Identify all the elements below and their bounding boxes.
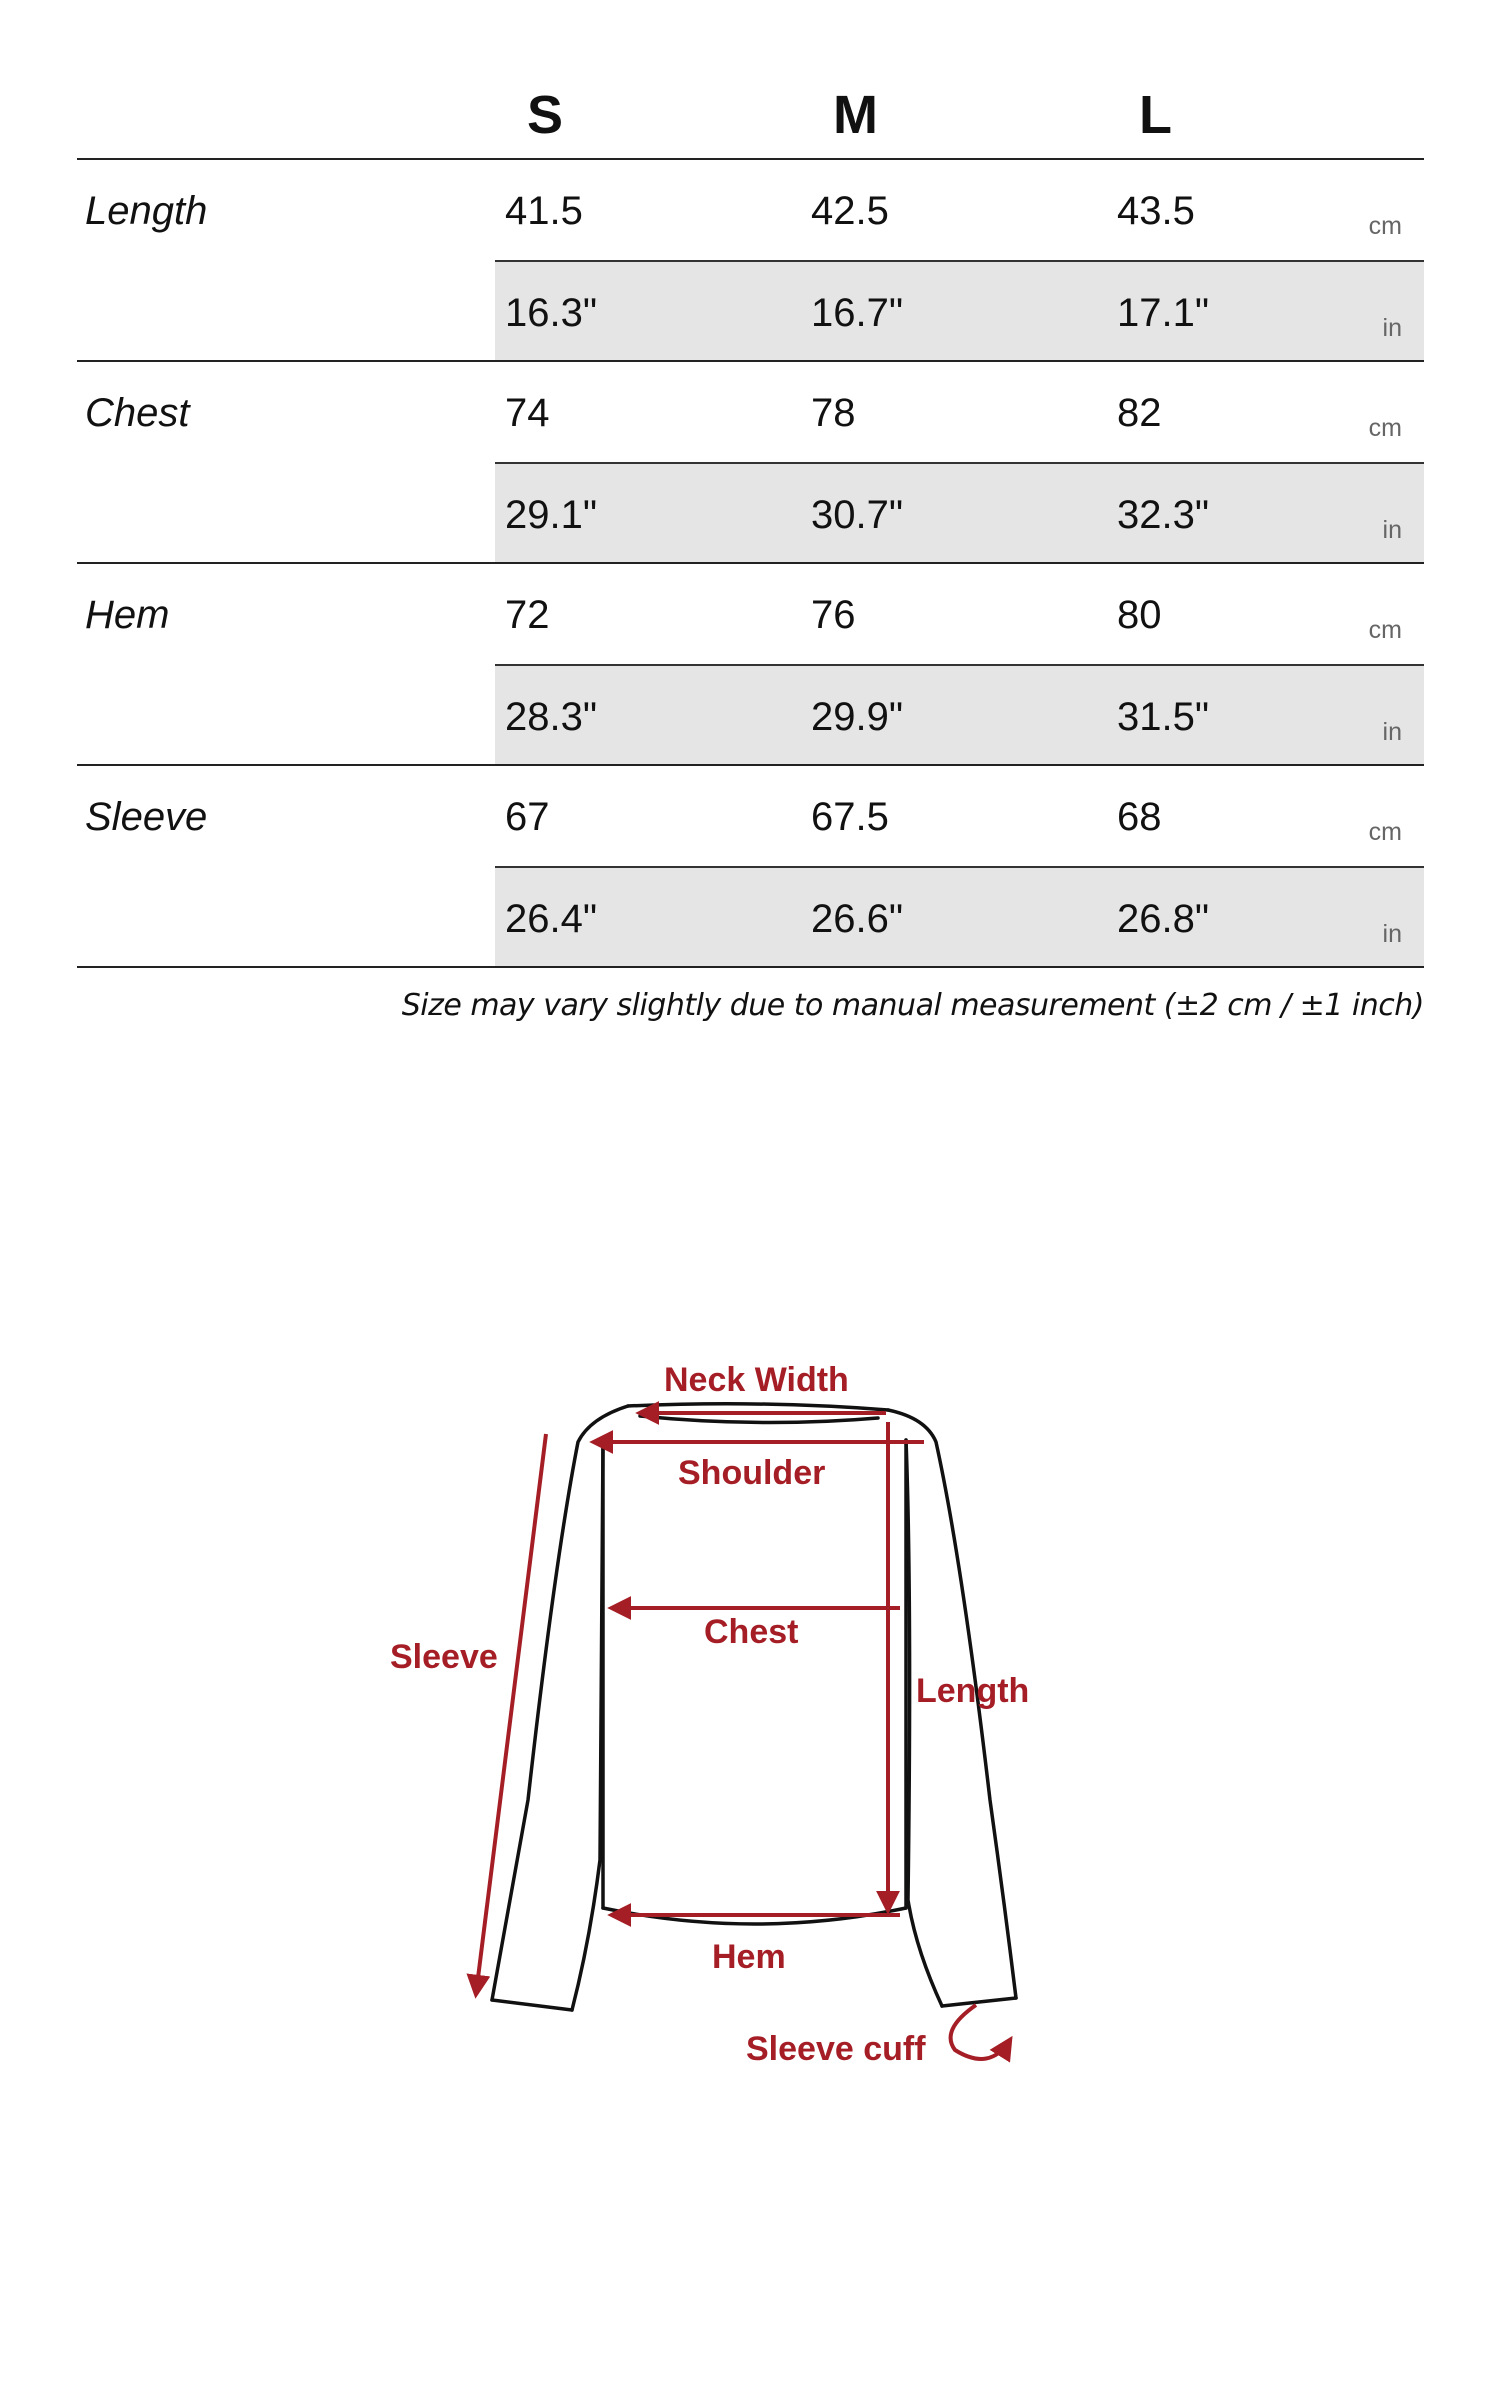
unit-cm: cm — [1368, 414, 1402, 442]
left-sleeve-cuff — [492, 2000, 572, 2010]
value-cell: 76 — [811, 593, 856, 637]
inch-row — [495, 868, 1424, 966]
cm-row — [495, 564, 1424, 664]
shoulder-label: Shoulder — [678, 1454, 826, 1492]
value-cell: 78 — [811, 391, 856, 435]
value-cell: 17.1" — [1117, 291, 1210, 335]
size-header-m: M — [833, 85, 878, 145]
inch-row — [495, 464, 1424, 562]
chest-label: Chest — [704, 1613, 799, 1651]
unit-in: in — [1382, 516, 1402, 544]
value-cell: 30.7" — [811, 493, 904, 537]
neck-width-label: Neck Width — [664, 1361, 849, 1399]
measurement-group-length — [77, 160, 1424, 362]
measurement-group-hem — [77, 564, 1424, 766]
sleeve-label: Sleeve — [390, 1638, 498, 1676]
value-cell: 29.9" — [811, 695, 904, 739]
value-cell: 26.6" — [811, 897, 904, 941]
value-cell: 68 — [1117, 795, 1162, 839]
cm-row — [495, 766, 1424, 866]
value-cell: 43.5 — [1117, 189, 1195, 233]
inch-row — [495, 262, 1424, 360]
value-cell: 28.3" — [505, 695, 598, 739]
value-cell: 41.5 — [505, 189, 583, 233]
measurement-footnote: Size may vary slightly due to manual measurement (±2 cm / ±1 inch) — [401, 988, 1424, 1023]
unit-in: in — [1382, 920, 1402, 948]
hem-label: Hem — [712, 1938, 786, 1976]
value-cell: 67.5 — [811, 795, 889, 839]
measurement-label: Sleeve — [85, 795, 208, 839]
sleeve-arrow — [476, 1434, 546, 1994]
unit-cm: cm — [1368, 616, 1402, 644]
length-label: Length — [916, 1672, 1030, 1710]
value-cell: 82 — [1117, 391, 1162, 435]
size-header-s: S — [527, 85, 564, 145]
group-divider — [77, 966, 1424, 968]
value-cell: 16.3" — [505, 291, 598, 335]
value-cell: 31.5" — [1117, 695, 1210, 739]
measurement-group-chest — [77, 362, 1424, 564]
neckline-inner — [640, 1416, 878, 1423]
value-cell: 72 — [505, 593, 550, 637]
unit-in: in — [1382, 718, 1402, 746]
measurement-group-sleeve — [77, 766, 1424, 968]
value-cell: 29.1" — [505, 493, 598, 537]
garment-measurement-diagram — [0, 1300, 1500, 2100]
unit-in: in — [1382, 314, 1402, 342]
value-cell: 74 — [505, 391, 550, 435]
right-sleeve-cuff — [942, 1998, 1016, 2006]
value-cell: 80 — [1117, 593, 1162, 637]
value-cell: 42.5 — [811, 189, 889, 233]
value-cell: 16.7" — [811, 291, 904, 335]
value-cell: 26.8" — [1117, 897, 1210, 941]
measurement-label: Length — [85, 189, 208, 233]
size-header-l: L — [1139, 85, 1172, 145]
right-sleeve-inner — [906, 1440, 942, 2006]
cm-row — [495, 160, 1424, 260]
value-cell: 32.3" — [1117, 493, 1210, 537]
measurement-label: Chest — [85, 391, 190, 435]
inch-row — [495, 666, 1424, 764]
unit-cm: cm — [1368, 212, 1402, 240]
cm-row — [495, 362, 1424, 462]
left-sleeve-inner — [572, 1440, 603, 2010]
neckline — [628, 1404, 888, 1410]
value-cell: 26.4" — [505, 897, 598, 941]
value-cell: 67 — [505, 795, 550, 839]
unit-cm: cm — [1368, 818, 1402, 846]
sleeve-cuff-arrow — [951, 2005, 1010, 2059]
sleeve-cuff-label: Sleeve cuff — [746, 2030, 926, 2068]
measurement-label: Hem — [85, 593, 170, 637]
